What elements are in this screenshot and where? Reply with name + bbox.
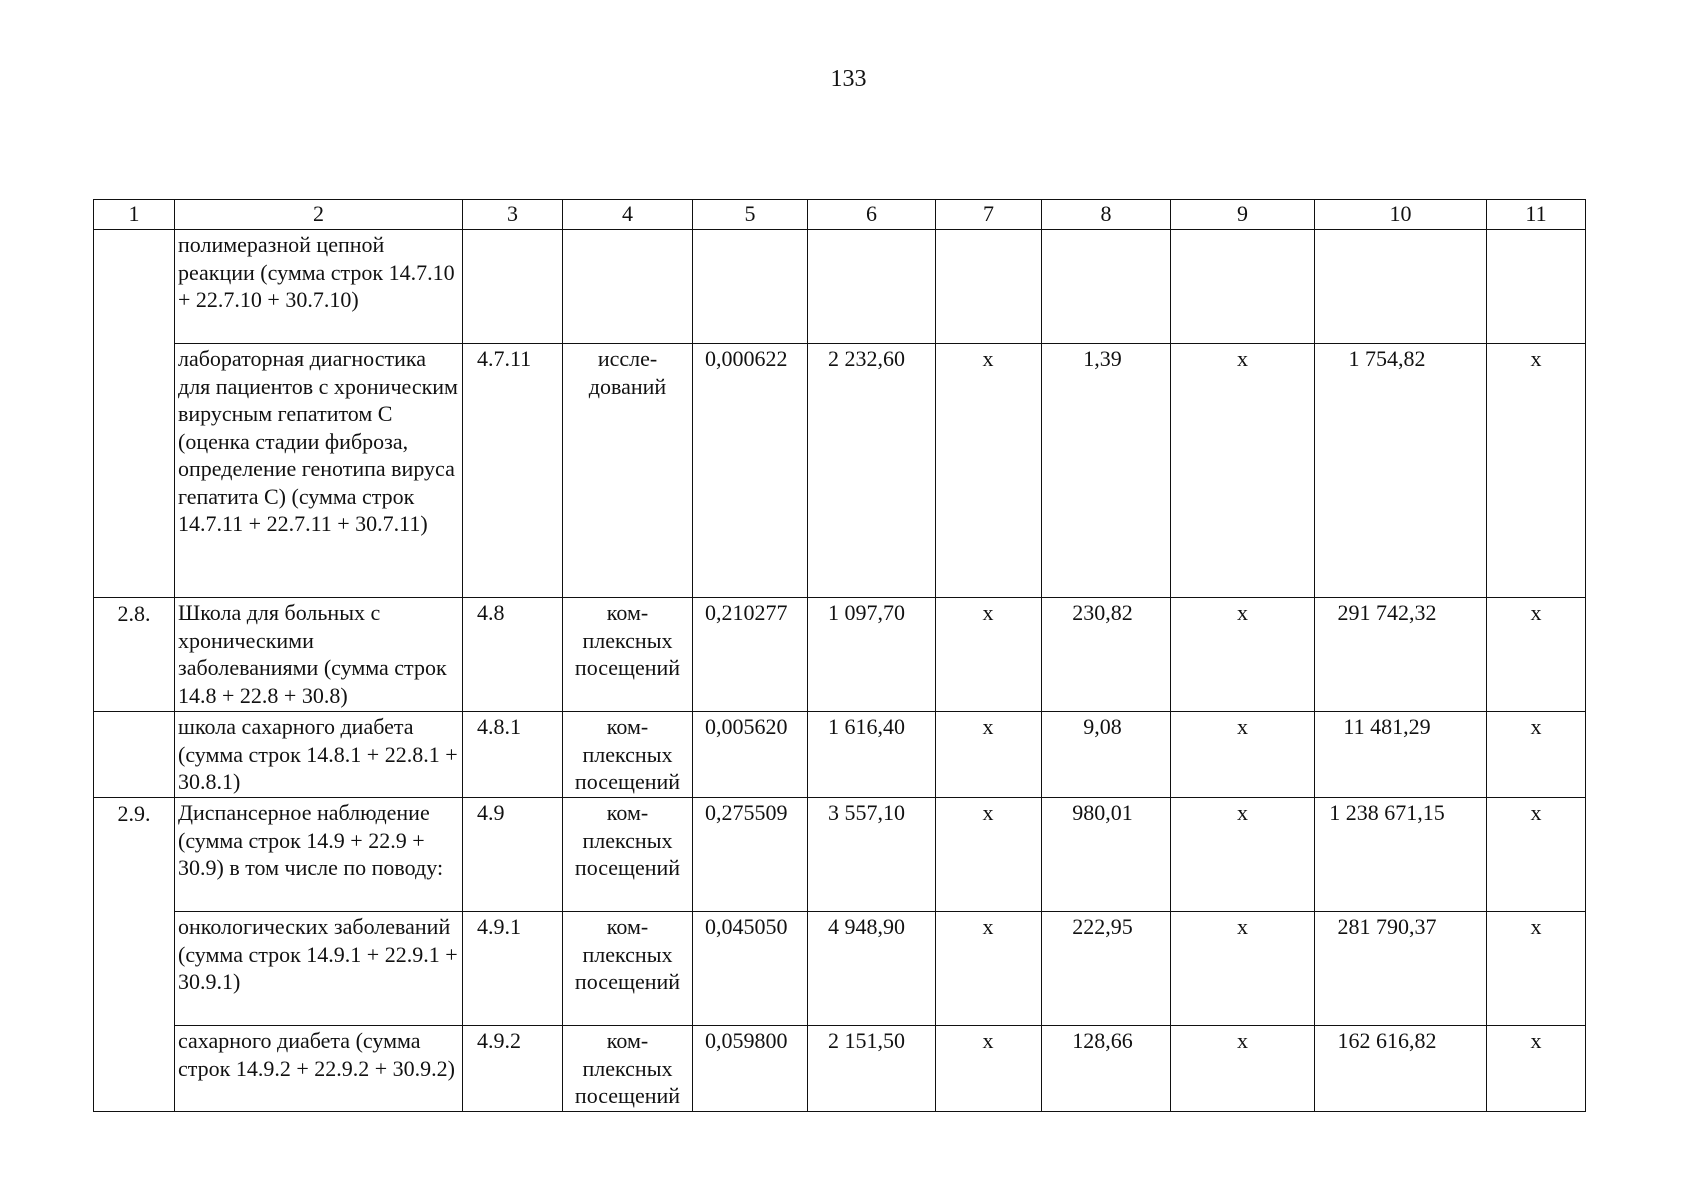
unit-cell: ком-плексных посещений: [563, 798, 693, 912]
value-cell: 0,210277: [693, 598, 808, 712]
value-cell: 128,66: [1042, 1026, 1171, 1112]
unit-cell: ком-плексных посещений: [563, 598, 693, 712]
value-cell: х: [1487, 798, 1586, 912]
value-cell: 1,39: [1042, 344, 1171, 598]
value-cell: 162 616,82: [1315, 1026, 1487, 1112]
value-cell: х: [1171, 598, 1315, 712]
unit-cell: иссле-дований: [563, 344, 693, 598]
row-index: [94, 230, 175, 598]
row-code: [463, 230, 563, 344]
value-cell: х: [936, 598, 1042, 712]
row-description: онкологических заболеваний (сумма строк 14.9.1 + 22.9.1 + 30.9.1): [175, 912, 463, 1026]
value-cell: х: [1171, 712, 1315, 798]
value-cell: х: [936, 1026, 1042, 1112]
value-cell: 281 790,37: [1315, 912, 1487, 1026]
value-cell: 980,01: [1042, 798, 1171, 912]
value-cell: [1315, 230, 1487, 344]
column-number: 10: [1315, 200, 1487, 230]
value-cell: 0,045050: [693, 912, 808, 1026]
value-cell: 1 754,82: [1315, 344, 1487, 598]
value-cell: 2 232,60: [808, 344, 936, 598]
value-cell: [1171, 230, 1315, 344]
value-cell: 4 948,90: [808, 912, 936, 1026]
column-number: 2: [175, 200, 463, 230]
row-code: 4.8: [463, 598, 563, 712]
column-number: 6: [808, 200, 936, 230]
value-cell: [1487, 230, 1586, 344]
table-row: [94, 344, 1586, 598]
row-code: 4.8.1: [463, 712, 563, 798]
column-number: 7: [936, 200, 1042, 230]
value-cell: 1 616,40: [808, 712, 936, 798]
unit-cell: [563, 230, 693, 344]
row-description: Школа для больных с хроническими заболеваниями (сумма строк 14.8 + 22.8 + 30.8): [175, 598, 463, 712]
value-cell: х: [1171, 912, 1315, 1026]
row-code: 4.9.2: [463, 1026, 563, 1112]
value-cell: х: [1487, 912, 1586, 1026]
value-cell: 11 481,29: [1315, 712, 1487, 798]
table-row: [94, 798, 1586, 912]
row-code: 4.9: [463, 798, 563, 912]
row-description: сахарного диабета (сумма строк 14.9.2 + 22.9.2 + 30.9.2): [175, 1026, 463, 1112]
unit-cell: ком-плексных посещений: [563, 912, 693, 1026]
table-row: [94, 912, 1586, 1026]
row-index: 2.9.: [94, 798, 175, 1112]
value-cell: х: [1171, 798, 1315, 912]
value-cell: [936, 230, 1042, 344]
row-code: 4.9.1: [463, 912, 563, 1026]
column-number: 9: [1171, 200, 1315, 230]
value-cell: 1 238 671,15: [1315, 798, 1487, 912]
value-cell: х: [936, 712, 1042, 798]
value-cell: х: [1487, 598, 1586, 712]
value-cell: 9,08: [1042, 712, 1171, 798]
value-cell: [808, 230, 936, 344]
value-cell: 222,95: [1042, 912, 1171, 1026]
value-cell: х: [1487, 712, 1586, 798]
value-cell: 3 557,10: [808, 798, 936, 912]
value-cell: х: [1487, 1026, 1586, 1112]
unit-cell: ком-плексных посещений: [563, 1026, 693, 1112]
value-cell: 1 097,70: [808, 598, 936, 712]
table-row: [94, 598, 1586, 712]
data-table: [93, 199, 1586, 1112]
value-cell: 0,059800: [693, 1026, 808, 1112]
value-cell: 230,82: [1042, 598, 1171, 712]
table-row: [94, 230, 1586, 344]
column-number-row: [94, 200, 1586, 230]
column-number: 8: [1042, 200, 1171, 230]
table-row: [94, 1026, 1586, 1112]
value-cell: х: [936, 798, 1042, 912]
row-description: лабораторная диагностика для пациентов с хроническим вирусным гепатитом С (оценка стадии фиброза, определение генотипа вируса гепатита С) (сумма строк 14.7.11 + 22.7.11 + 30.7.11): [175, 344, 463, 598]
column-number: 4: [563, 200, 693, 230]
table-row: [94, 712, 1586, 798]
value-cell: [693, 230, 808, 344]
page-number: 133: [830, 66, 867, 92]
row-code: 4.7.11: [463, 344, 563, 598]
value-cell: 0,005620: [693, 712, 808, 798]
column-number: 11: [1487, 200, 1586, 230]
column-number: 1: [94, 200, 175, 230]
value-cell: 2 151,50: [808, 1026, 936, 1112]
value-cell: х: [936, 344, 1042, 598]
column-number: 5: [693, 200, 808, 230]
row-index: [94, 712, 175, 798]
unit-cell: ком-плексных посещений: [563, 712, 693, 798]
value-cell: х: [1171, 344, 1315, 598]
value-cell: 0,275509: [693, 798, 808, 912]
value-cell: х: [1487, 344, 1586, 598]
row-index: 2.8.: [94, 598, 175, 712]
value-cell: х: [936, 912, 1042, 1026]
column-number: 3: [463, 200, 563, 230]
data-table-container: [93, 199, 1585, 1112]
row-description: школа сахарного диабета (сумма строк 14.8.1 + 22.8.1 + 30.8.1): [175, 712, 463, 798]
value-cell: х: [1171, 1026, 1315, 1112]
row-description: Диспансерное наблюдение (сумма строк 14.9 + 22.9 + 30.9) в том числе по поводу:: [175, 798, 463, 912]
value-cell: [1042, 230, 1171, 344]
value-cell: 0,000622: [693, 344, 808, 598]
row-description: полимеразной цепной реакции (сумма строк 14.7.10 + 22.7.10 + 30.7.10): [175, 230, 463, 344]
value-cell: 291 742,32: [1315, 598, 1487, 712]
